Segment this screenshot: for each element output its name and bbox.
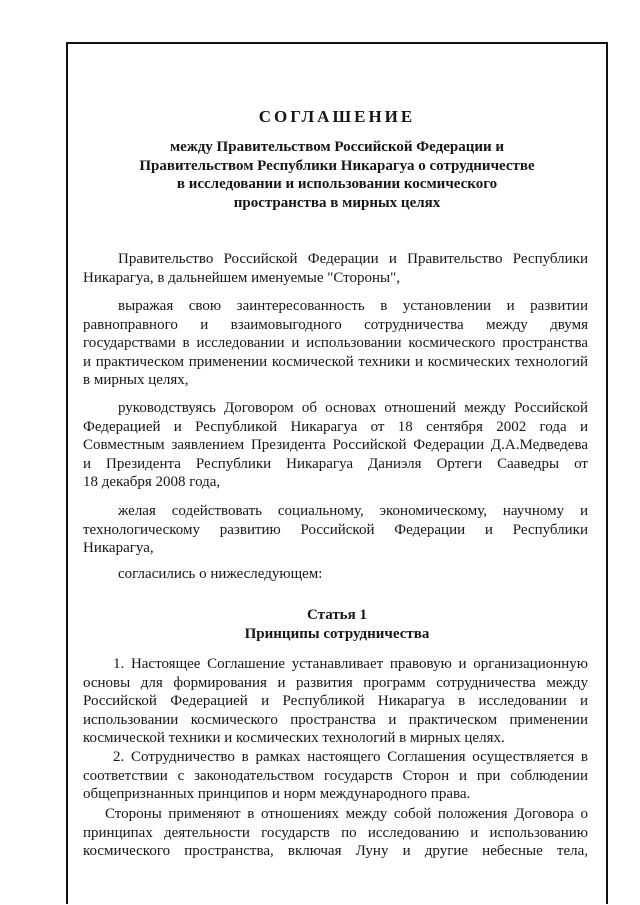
article-paragraph [83, 805, 588, 861]
text-line: государствами в исследовании и использовании космического пространства [83, 335, 588, 352]
text-line: Правительство Российской Федерации и Правительство Республики [118, 251, 588, 267]
text-line: выражая свою заинтересованность в установлении и развитии [118, 298, 588, 314]
text-line: принципах деятельности государств по исследованию и использованию [83, 824, 588, 841]
text-line: и практическом применении космической техники и космических технологий [83, 353, 588, 370]
text-line: равноправного и взаимовыгодного сотрудничества между двумя [83, 316, 588, 333]
preamble-paragraph [83, 565, 588, 584]
text-line: руководствуясь Договором об основах отношений между Российской [118, 400, 588, 416]
subtitle-line: в исследовании и использовании космического [176, 176, 498, 192]
text-line: соответствии с законодательством государств Сторон и при соблюдении [83, 767, 588, 784]
subtitle-line: пространства в мирных целях [233, 194, 441, 211]
preamble-paragraph [83, 399, 588, 492]
text-line: космического пространства, включая Луну и другие небесные тела, [83, 843, 588, 860]
text-line: 1. Настоящее Соглашение устанавливает правовую и организационную [113, 656, 588, 672]
article-paragraph [83, 748, 588, 804]
preamble-paragraph [83, 297, 588, 390]
text-line: согласились о нижеследующем: [118, 566, 323, 582]
text-line: Российской Федерацией и Республикой Никарагуа в исследовании и [83, 693, 588, 710]
text-line: общепризнанных принципов и норм международного права. [83, 786, 471, 803]
text-line: использовании космического пространства и практическом применении [83, 711, 588, 728]
text-line: и Президента Республики Никарагуа Даниэля Ортеги Сааведры от [83, 455, 588, 472]
preamble-paragraph [83, 502, 588, 558]
text-line: основы для формирования и развития программ сотрудничества между [83, 674, 588, 691]
text-line: космической техники и космических технологий в мирных целях. [83, 730, 505, 747]
article-title: Принципы сотрудничества [244, 626, 430, 642]
text-line: Никарагуа, в дальнейшем именуемые "Стороны", [83, 269, 400, 286]
text-line: Федерацией и Республикой Никарагуа от 18 сентября 2002 года и [83, 418, 588, 435]
text-line: Никарагуа, [83, 540, 154, 557]
subtitle-line: Правительством Республики Никарагуа о сотрудничестве [139, 157, 535, 174]
article-paragraph [83, 655, 588, 748]
text-line: Совместным заявлением Президента Российской Федерации Д.А.Медведева [83, 437, 588, 454]
document-title: СОГЛАШЕНИЕ [258, 107, 416, 126]
text-line: Стороны применяют в отношениях между собой положения Договора о [105, 806, 588, 822]
text-line: в мирных целях, [83, 372, 189, 389]
article-number: Статья 1 [307, 607, 367, 623]
text-line: желая содействовать социальному, экономическому, научному и [118, 503, 588, 519]
preamble-paragraph [83, 250, 588, 287]
text-line: технологическому развитию Российской Федерации и Республики [83, 521, 588, 538]
text-line: 2. Сотрудничество в рамках настоящего Соглашения осуществляется в [113, 749, 588, 765]
document-subtitle [66, 138, 608, 212]
subtitle-line: между Правительством Российской Федерации и [169, 139, 505, 155]
text-line: 18 декабря 2008 года, [83, 474, 221, 491]
article-heading [66, 606, 608, 644]
